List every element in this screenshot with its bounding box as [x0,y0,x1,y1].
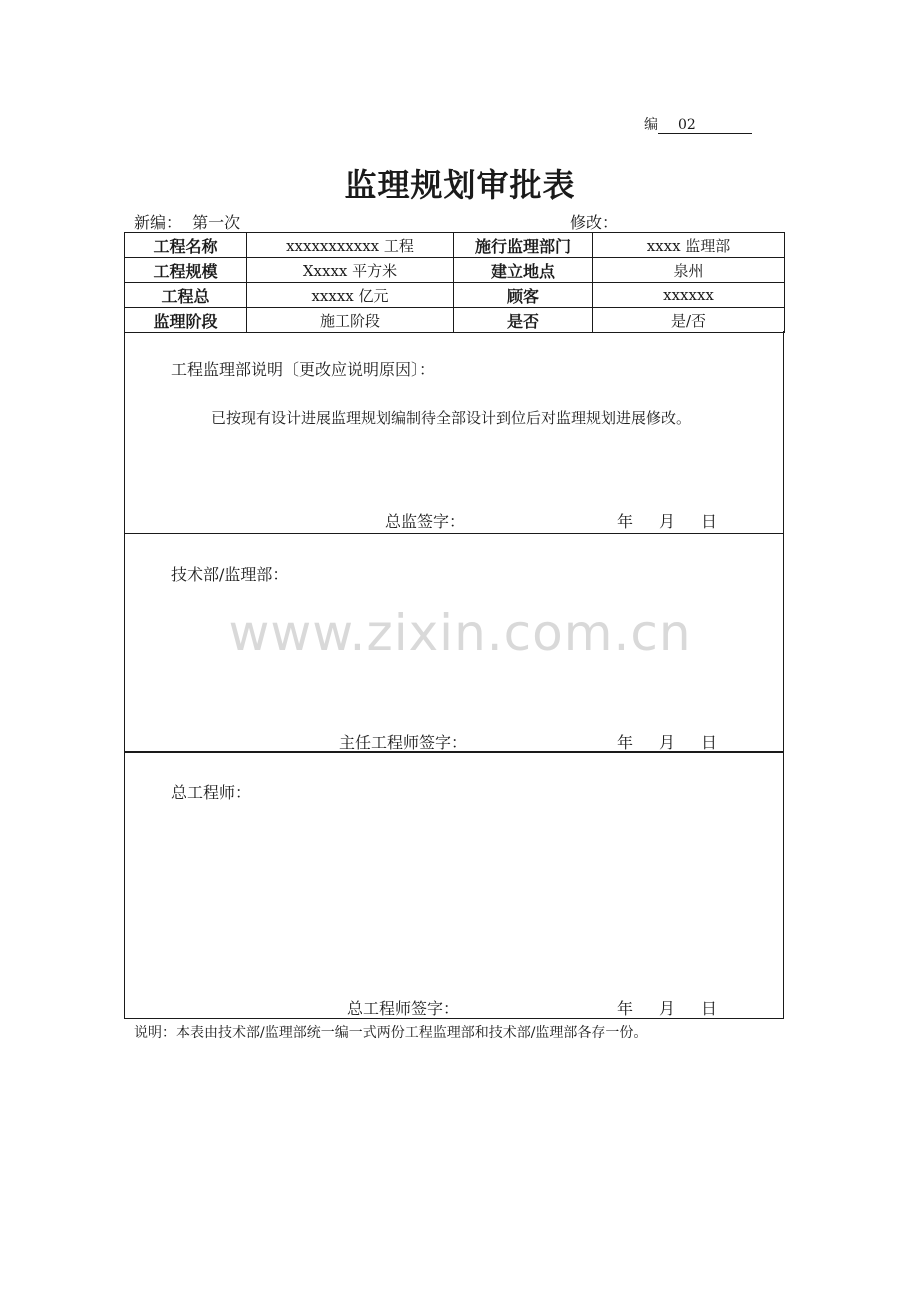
supervision-dept-statement-section [124,331,784,534]
table-row [125,308,785,333]
project-scale-label: 工程规模 [125,258,247,283]
project-name-label: 工程名称 [125,233,247,258]
footnote: 说明：本表由技术部/监理部统一编一式两份工程监理部和技术部/监理部各存一份。 [134,1025,648,1041]
date-fields [617,996,743,1019]
form-code-label: 编 [644,117,658,133]
form-code-value: 02 [658,117,752,134]
form-code [644,114,752,134]
project-info-table [124,232,785,333]
project-name-value: xxxxxxxxxxx 工程 [247,233,454,258]
project-scale-value: Xxxxx 平方米 [247,258,454,283]
table-row [125,258,785,283]
day-label: 日 [701,999,718,1018]
watermark: www.zixin.com.cn [228,604,692,662]
location-value: 泉州 [593,258,785,283]
month-label: 月 [659,999,676,1018]
supervision-dept-value: xxxx 监理部 [593,233,785,258]
day-label: 日 [701,733,718,752]
project-total-value: xxxxx 亿元 [247,283,454,308]
year-label: 年 [617,512,634,531]
client-label: 顾客 [454,283,593,308]
yes-no-label: 是否 [454,308,593,333]
chief-supervisor-signature-label: 总监签字： [385,512,466,531]
year-label: 年 [617,733,634,752]
statement-body: 已按现有设计进展监理规划编制待全部设计到位后对监理规划进展修改。 [211,409,692,427]
month-label: 月 [659,733,676,752]
technical-dept-heading: 技术部/监理部： [171,565,289,584]
table-row [125,283,785,308]
form-title: 监理规划审批表 [344,166,576,204]
date-fields [617,509,743,532]
revision-label: 修改： [570,213,619,232]
table-row [125,233,785,258]
yes-no-value: 是/否 [593,308,785,333]
chief-engineer-section [124,751,784,1019]
location-label: 建立地点 [454,258,593,283]
statement-heading: 工程监理部说明〔更改应说明原因〕： [171,360,436,379]
day-label: 日 [701,512,718,531]
chief-engineer-signature-label: 总工程师签字： [347,999,460,1018]
chief-engineer-heading: 总工程师： [171,783,252,802]
chief-engineer-dept-signature-label: 主任工程师签字： [339,733,468,752]
supervision-stage-label: 监理阶段 [125,308,247,333]
month-label: 月 [659,512,676,531]
client-value: xxxxxx [593,283,785,308]
date-fields [617,730,743,753]
year-label: 年 [617,999,634,1018]
supervision-stage-value: 施工阶段 [247,308,454,333]
edition-label: 新编： 第一次 [134,213,241,232]
supervision-dept-label: 施行监理部门 [454,233,593,258]
project-total-label: 工程总 [125,283,247,308]
